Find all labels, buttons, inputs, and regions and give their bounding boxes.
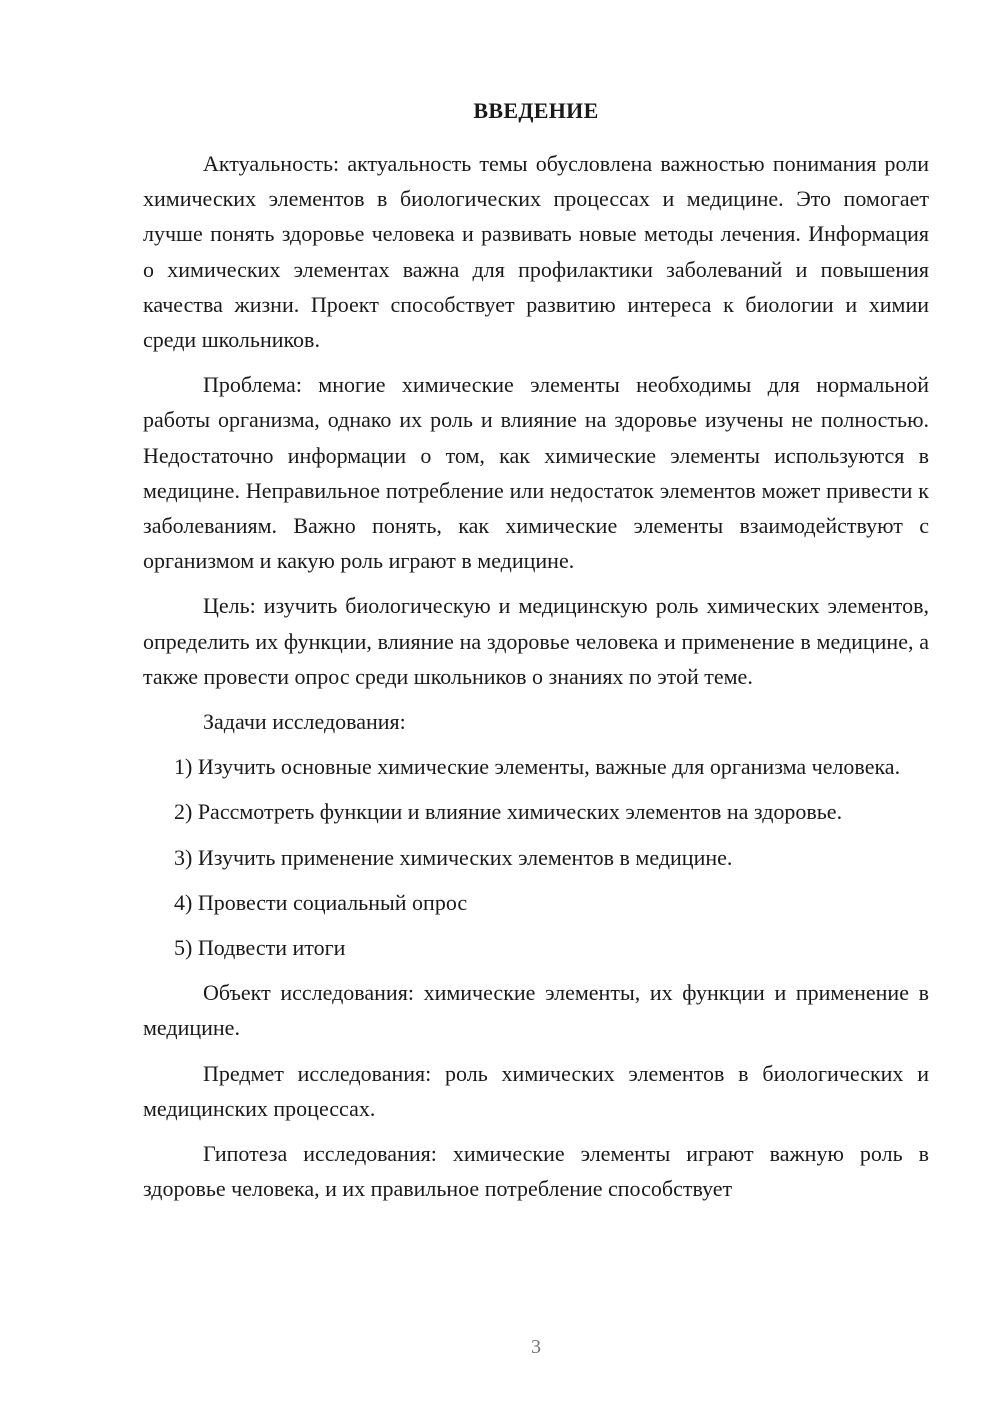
hypothesis-paragraph: Гипотеза исследования: химические элементы играют важную роль в здоровье человека, и их правильное потребление способствует — [143, 1141, 929, 1202]
task-item-3: 3) Изучить применение химических элементов в медицине. — [174, 844, 733, 870]
problem-paragraph: Проблема: многие химические элементы необходимы для нормальной работы организма, однако их роль и влияние на здоровье изучены не полностью. Недостаточно информации о том, как химические элементы используются в медицине. Неправильное потребление или недостаток элементов может привести к заболеваниям. Важно понять, как химические элементы взаимодействуют с организмом и какую роль играют в медицине. — [143, 372, 929, 574]
document-page — [143, 96, 929, 1206]
task-item-5: 5) Подвести итоги — [174, 935, 346, 961]
task-item-4: 4) Провести социальный опрос — [174, 889, 468, 915]
object-paragraph: Объект исследования: химические элементы, их функции и применение в медицине. — [143, 980, 929, 1041]
relevance-paragraph: Актуальность: актуальность темы обусловлена важностью понимания роли химических элементов в биологических процессах и медицине. Это помогает лучше понять здоровье человека и развивать новые методы лечения. Информация о химических элементах важна для профилактики заболеваний и повышения качества жизни. Проект способствует развитию интереса к биологии и химии среди школьников. — [143, 151, 929, 353]
page-number: 3 — [531, 1336, 541, 1358]
task-item-1: 1) Изучить основные химические элементы, важные для организма человека. — [174, 754, 901, 780]
goal-paragraph: Цель: изучить биологическую и медицинскую роль химических элементов, определить их функции, влияние на здоровье человека и применение в медицине, а также провести опрос среди школьников о знаниях по этой теме. — [143, 593, 929, 689]
tasks-heading: Задачи исследования: — [203, 709, 406, 735]
task-item-2: 2) Рассмотреть функции и влияние химических элементов на здоровье. — [174, 799, 843, 825]
subject-paragraph: Предмет исследования: роль химических элементов в биологических и медицинских процессах. — [143, 1060, 929, 1121]
section-title: ВВЕДЕНИЕ — [473, 98, 599, 123]
